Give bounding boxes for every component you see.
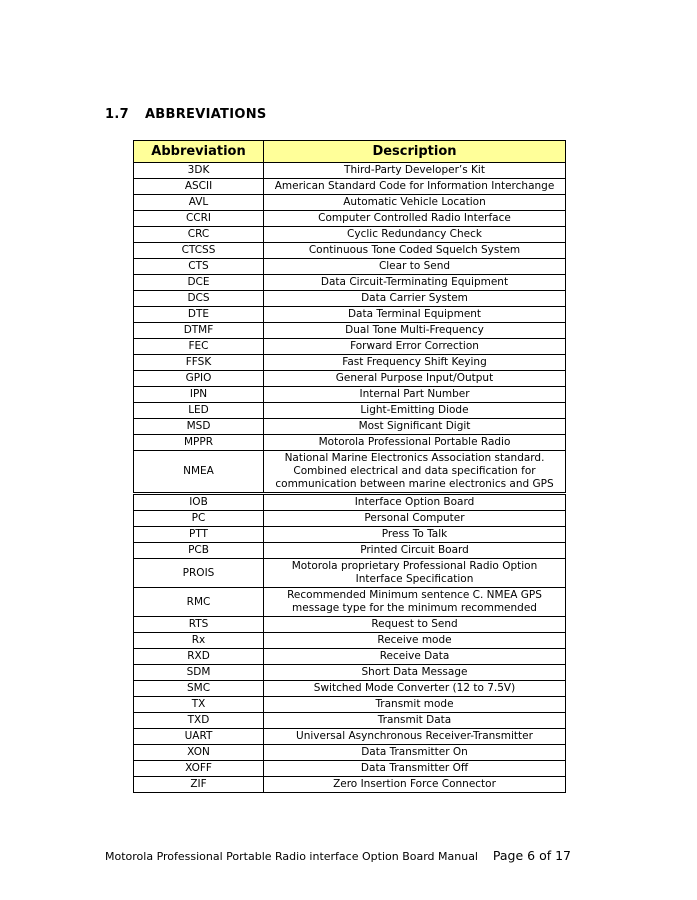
table-header-row bbox=[134, 141, 566, 163]
table-row bbox=[134, 403, 566, 419]
abbreviation-cell: RXD bbox=[134, 649, 264, 665]
table-row bbox=[134, 419, 566, 435]
abbreviation-cell: PCB bbox=[134, 543, 264, 559]
abbreviation-cell: MPPR bbox=[134, 435, 264, 451]
description-cell: Continuous Tone Coded Squelch System bbox=[264, 243, 566, 259]
abbreviations-table-body bbox=[134, 163, 566, 793]
description-cell: Data Terminal Equipment bbox=[264, 307, 566, 323]
description-cell: Data Transmitter Off bbox=[264, 761, 566, 777]
abbreviation-cell: CTCSS bbox=[134, 243, 264, 259]
description-cell: Computer Controlled Radio Interface bbox=[264, 211, 566, 227]
table-row bbox=[134, 681, 566, 697]
abbreviation-cell: XOFF bbox=[134, 761, 264, 777]
abbreviation-column-header: Abbreviation bbox=[134, 141, 264, 163]
abbreviations-table bbox=[133, 140, 566, 793]
description-cell: General Purpose Input/Output bbox=[264, 371, 566, 387]
description-cell: Data Carrier System bbox=[264, 291, 566, 307]
description-column-header: Description bbox=[264, 141, 566, 163]
table-row bbox=[134, 511, 566, 527]
abbreviation-cell: PROIS bbox=[134, 559, 264, 588]
abbreviation-cell: NMEA bbox=[134, 451, 264, 494]
description-cell: Cyclic Redundancy Check bbox=[264, 227, 566, 243]
table-row bbox=[134, 387, 566, 403]
abbreviation-cell: ZIF bbox=[134, 777, 264, 793]
abbreviation-cell: ASCII bbox=[134, 179, 264, 195]
table-row bbox=[134, 697, 566, 713]
abbreviation-cell: CRC bbox=[134, 227, 264, 243]
description-cell: Receive Data bbox=[264, 649, 566, 665]
description-cell: Transmit mode bbox=[264, 697, 566, 713]
table-row bbox=[134, 339, 566, 355]
description-cell: Most Significant Digit bbox=[264, 419, 566, 435]
description-cell: Recommended Minimum sentence C. NMEA GPS message type for the minimum recommended bbox=[264, 588, 566, 617]
abbreviation-cell: CCRI bbox=[134, 211, 264, 227]
table-row bbox=[134, 291, 566, 307]
description-cell: Data Circuit-Terminating Equipment bbox=[264, 275, 566, 291]
abbreviations-table-wrap bbox=[133, 140, 566, 793]
table-row bbox=[134, 494, 566, 511]
abbreviation-cell: AVL bbox=[134, 195, 264, 211]
abbreviation-cell: Rx bbox=[134, 633, 264, 649]
table-row bbox=[134, 451, 566, 494]
description-cell: Press To Talk bbox=[264, 527, 566, 543]
abbreviation-cell: LED bbox=[134, 403, 264, 419]
table-row bbox=[134, 323, 566, 339]
abbreviation-cell: PTT bbox=[134, 527, 264, 543]
description-cell: Light-Emitting Diode bbox=[264, 403, 566, 419]
abbreviation-cell: RMC bbox=[134, 588, 264, 617]
abbreviation-cell: IPN bbox=[134, 387, 264, 403]
description-cell: Forward Error Correction bbox=[264, 339, 566, 355]
table-row bbox=[134, 588, 566, 617]
table-row bbox=[134, 435, 566, 451]
table-row bbox=[134, 179, 566, 195]
description-cell: Universal Asynchronous Receiver-Transmitter bbox=[264, 729, 566, 745]
abbreviation-cell: PC bbox=[134, 511, 264, 527]
description-cell: Data Transmitter On bbox=[264, 745, 566, 761]
description-cell: Motorola proprietary Professional Radio Option Interface Specification bbox=[264, 559, 566, 588]
table-row bbox=[134, 243, 566, 259]
abbreviation-cell: IOB bbox=[134, 494, 264, 511]
description-cell: Internal Part Number bbox=[264, 387, 566, 403]
table-row bbox=[134, 649, 566, 665]
description-cell: Motorola Professional Portable Radio bbox=[264, 435, 566, 451]
description-cell: Switched Mode Converter (12 to 7.5V) bbox=[264, 681, 566, 697]
table-row bbox=[134, 211, 566, 227]
description-cell: Short Data Message bbox=[264, 665, 566, 681]
abbreviation-cell: SDM bbox=[134, 665, 264, 681]
abbreviation-cell: CTS bbox=[134, 259, 264, 275]
table-row bbox=[134, 371, 566, 387]
table-row bbox=[134, 777, 566, 793]
table-row bbox=[134, 355, 566, 371]
abbreviation-cell: MSD bbox=[134, 419, 264, 435]
description-cell: Transmit Data bbox=[264, 713, 566, 729]
description-cell: Fast Frequency Shift Keying bbox=[264, 355, 566, 371]
abbreviation-cell: 3DK bbox=[134, 163, 264, 179]
description-cell: Interface Option Board bbox=[264, 494, 566, 511]
table-row bbox=[134, 195, 566, 211]
description-cell: Receive mode bbox=[264, 633, 566, 649]
description-cell: Third-Party Developer’s Kit bbox=[264, 163, 566, 179]
table-row bbox=[134, 259, 566, 275]
abbreviation-cell: TX bbox=[134, 697, 264, 713]
description-cell: Dual Tone Multi-Frequency bbox=[264, 323, 566, 339]
table-row bbox=[134, 617, 566, 633]
table-row bbox=[134, 633, 566, 649]
table-row bbox=[134, 713, 566, 729]
section-heading bbox=[105, 107, 267, 122]
abbreviation-cell: UART bbox=[134, 729, 264, 745]
description-cell: Printed Circuit Board bbox=[264, 543, 566, 559]
section-number: 1.7 bbox=[105, 107, 129, 122]
abbreviation-cell: DTE bbox=[134, 307, 264, 323]
description-cell: Request to Send bbox=[264, 617, 566, 633]
table-row bbox=[134, 163, 566, 179]
abbreviation-cell: DTMF bbox=[134, 323, 264, 339]
abbreviation-cell: SMC bbox=[134, 681, 264, 697]
page-indicator: Page 6 of 17 bbox=[492, 848, 571, 863]
description-cell: Zero Insertion Force Connector bbox=[264, 777, 566, 793]
table-row bbox=[134, 307, 566, 323]
table-row bbox=[134, 761, 566, 777]
table-row bbox=[134, 745, 566, 761]
abbreviation-cell: TXD bbox=[134, 713, 264, 729]
table-row bbox=[134, 729, 566, 745]
section-title: ABBREVIATIONS bbox=[144, 107, 267, 122]
abbreviation-cell: FEC bbox=[134, 339, 264, 355]
abbreviation-cell: DCE bbox=[134, 275, 264, 291]
manual-title: Motorola Professional Portable Radio interface Option Board Manual bbox=[105, 850, 478, 863]
page-footer bbox=[105, 848, 571, 863]
abbreviation-cell: DCS bbox=[134, 291, 264, 307]
description-cell: Personal Computer bbox=[264, 511, 566, 527]
abbreviation-cell: RTS bbox=[134, 617, 264, 633]
table-row bbox=[134, 559, 566, 588]
table-row bbox=[134, 665, 566, 681]
description-cell: Automatic Vehicle Location bbox=[264, 195, 566, 211]
table-row bbox=[134, 275, 566, 291]
description-cell: National Marine Electronics Association standard. Combined electrical and data specification for communication between marine electronics and GPS bbox=[264, 451, 566, 494]
table-row bbox=[134, 527, 566, 543]
abbreviation-cell: FFSK bbox=[134, 355, 264, 371]
table-row bbox=[134, 227, 566, 243]
abbreviation-cell: XON bbox=[134, 745, 264, 761]
description-cell: American Standard Code for Information Interchange bbox=[264, 179, 566, 195]
description-cell: Clear to Send bbox=[264, 259, 566, 275]
abbreviation-cell: GPIO bbox=[134, 371, 264, 387]
table-row bbox=[134, 543, 566, 559]
